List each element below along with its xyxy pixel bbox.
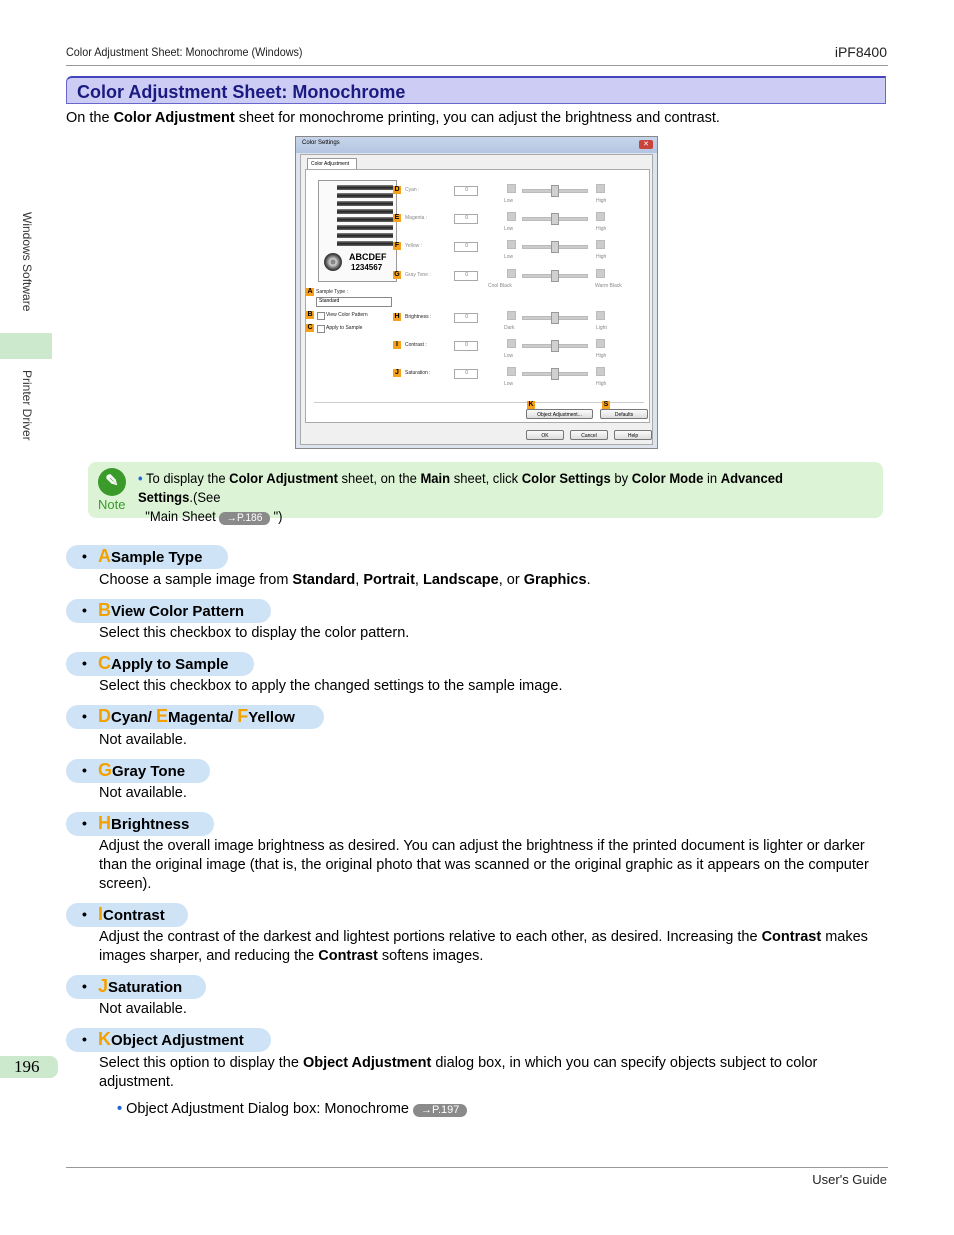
section-title: IContrast xyxy=(98,904,165,924)
callout-marker: I xyxy=(393,341,401,349)
dialog-titlebar: Color Settings ✕ xyxy=(296,137,657,153)
high-icon xyxy=(596,269,605,278)
section-heading xyxy=(66,652,254,676)
section-heading xyxy=(66,545,228,569)
cancel-button: Cancel xyxy=(570,430,608,440)
object-adjustment-button: Object Adjustment... xyxy=(526,409,593,419)
model-name: iPF8400 xyxy=(834,44,887,60)
low-label: Low xyxy=(504,254,514,260)
note-box xyxy=(88,462,883,524)
bullet-icon: • xyxy=(82,815,87,831)
high-label: Warm Black xyxy=(595,283,622,289)
high-label: High xyxy=(596,226,607,232)
low-label: Low xyxy=(504,198,514,204)
section-heading xyxy=(66,1028,271,1052)
side-tab-windows-software[interactable]: Windows Software xyxy=(20,212,34,312)
slider-thumb xyxy=(551,270,559,282)
page-number: 196 xyxy=(14,1057,40,1076)
side-tab-printer-driver[interactable]: Printer Driver xyxy=(20,370,34,441)
section-body: Select this checkbox to display the color pattern. xyxy=(99,625,410,641)
low-label: Low xyxy=(504,353,514,359)
high-label: High xyxy=(596,353,607,359)
high-label: High xyxy=(596,198,607,204)
bullet-icon: • xyxy=(82,1031,87,1047)
dialog-body xyxy=(300,154,653,445)
low-label: Dark xyxy=(504,325,515,331)
page-number-tab xyxy=(0,1056,58,1078)
callout-marker: F xyxy=(394,242,400,249)
section-body: Adjust the overall image brightness as desired. You can adjust the brightness if the printed document is lighter or darker than the original image (that is, the original photo that was scanned or the original graphic as it appears on the computer screen). xyxy=(99,838,869,892)
section-body: Select this checkbox to apply the changed settings to the sample image. xyxy=(99,678,563,694)
high-icon xyxy=(596,184,605,193)
section-body: Not available. xyxy=(99,785,187,801)
note-label: Note xyxy=(98,497,126,512)
high-label: High xyxy=(596,254,607,260)
row-label: Brightness : xyxy=(405,314,432,320)
row-value-spinner: 0 xyxy=(454,186,478,196)
low-label: Low xyxy=(504,226,514,232)
slider-thumb xyxy=(551,241,559,253)
low-icon xyxy=(507,311,516,320)
section-heading xyxy=(66,705,324,729)
high-icon xyxy=(596,311,605,320)
section-title: ASample Type xyxy=(98,546,203,566)
slider-thumb xyxy=(551,368,559,380)
callout-marker: H xyxy=(394,313,400,320)
row-label: Saturation : xyxy=(405,370,431,376)
side-tab-highlight xyxy=(0,333,52,359)
low-icon xyxy=(507,367,516,376)
bullet-icon: • xyxy=(82,548,87,564)
slider-thumb xyxy=(551,213,559,225)
section-title: BView Color Pattern xyxy=(98,600,245,620)
row-label: Yellow : xyxy=(405,243,423,249)
low-icon xyxy=(507,212,516,221)
callout-marker: E xyxy=(394,214,400,221)
section-heading xyxy=(66,812,214,836)
high-icon xyxy=(596,240,605,249)
slider-thumb xyxy=(551,340,559,352)
color-adjustment-panel: ABCDEF 1234567 A Sample Type : Standard B View Color Pattern C Apply to Sample K S Object Adjustment... Defaults D Cyan : 0 Low High E Magenta : 0 Low High F Yellow : 0 Low High G Gray Tone : 0 Cool Black Warm Black H Brightness : 0 Dark Light I Contrast : 0 Low High J Saturation : 0 Low High xyxy=(305,169,650,423)
high-icon xyxy=(596,367,605,376)
tab-color-adjustment: Color Adjustment xyxy=(307,158,357,169)
sample-preview-image: ABCDEF 1234567 xyxy=(318,180,397,282)
row-value-spinner: 0 xyxy=(454,369,478,379)
section-title: GGray Tone xyxy=(98,760,186,780)
low-icon xyxy=(507,240,516,249)
row-value-spinner: 0 xyxy=(454,214,478,224)
page-ref-link[interactable]: →P.186 xyxy=(219,512,270,525)
header-rule xyxy=(66,65,888,66)
row-value-spinner: 0 xyxy=(454,242,478,252)
help-button: Help xyxy=(614,430,652,440)
section-title: CApply to Sample xyxy=(98,653,229,673)
section-body: Choose a sample image from Standard, Portrait, Landscape, or Graphics. xyxy=(99,572,591,588)
row-label: Cyan : xyxy=(405,187,420,193)
sub-link-item: • Object Adjustment Dialog box: Monochrome →P.197 xyxy=(117,1101,467,1117)
section-title: HBrightness xyxy=(98,813,190,833)
section-body: Not available. xyxy=(99,1001,187,1017)
section-heading xyxy=(66,759,210,783)
row-label: Contrast : xyxy=(405,342,427,348)
section-body: Not available. xyxy=(99,732,187,748)
pencil-icon: ✎ xyxy=(98,468,126,496)
row-label: Magenta : xyxy=(405,215,428,221)
low-icon xyxy=(507,339,516,348)
bullet-icon: • xyxy=(82,708,87,724)
bullet-icon: • xyxy=(82,906,87,922)
slider-thumb xyxy=(551,185,559,197)
high-icon xyxy=(596,212,605,221)
section-title: JSaturation xyxy=(98,976,183,996)
ok-button: OK xyxy=(526,430,564,440)
page-title: Color Adjustment Sheet: Monochrome xyxy=(77,82,406,102)
footer-rule xyxy=(66,1167,888,1168)
section-title: KObject Adjustment xyxy=(98,1029,244,1049)
bullet-icon: • xyxy=(82,602,87,618)
section-heading xyxy=(66,975,206,999)
note-text: • To display the Color Adjustment sheet, on the Main sheet, click Color Settings by Color Mode in Advanced Settings.(See "Main Sheet →P.186 ") xyxy=(138,470,783,524)
page-title-bar xyxy=(66,76,886,104)
running-header: Color Adjustment Sheet: Monochrome (Windows) xyxy=(66,45,303,59)
callout-marker: D xyxy=(394,186,400,193)
bullet-icon: • xyxy=(82,655,87,671)
row-value-spinner: 0 xyxy=(454,271,478,281)
cd-icon xyxy=(324,253,342,271)
section-heading xyxy=(66,903,188,927)
color-settings-dialog-screenshot xyxy=(295,136,658,449)
intro-paragraph: On the Color Adjustment sheet for monochrome printing, you can adjust the brightness and contrast. xyxy=(66,110,720,126)
high-label: High xyxy=(596,381,607,387)
slider-thumb xyxy=(551,312,559,324)
defaults-button: Defaults xyxy=(600,409,648,419)
low-icon xyxy=(507,184,516,193)
page-ref-link[interactable]: →P.197 xyxy=(413,1104,467,1117)
callout-marker: J xyxy=(393,369,401,377)
low-label: Cool Black xyxy=(488,283,512,289)
bullet-icon: • xyxy=(82,978,87,994)
section-body: Adjust the contrast of the darkest and lightest portions relative to each other, as desired. Increasing the Contrast makes images sharper, and reducing the Contrast softens images. xyxy=(99,929,868,964)
low-icon xyxy=(507,269,516,278)
bullet-icon: • xyxy=(82,762,87,778)
section-heading xyxy=(66,599,271,623)
sample-type-dropdown: Standard xyxy=(316,297,392,307)
high-icon xyxy=(596,339,605,348)
row-value-spinner: 0 xyxy=(454,313,478,323)
high-label: Light xyxy=(596,325,607,331)
footer-text: User's Guide xyxy=(812,1172,887,1187)
row-label: Gray Tone : xyxy=(405,272,431,278)
close-icon: ✕ xyxy=(639,140,653,149)
section-title: DCyan/ EMagenta/ FYellow xyxy=(98,706,295,726)
callout-marker: G xyxy=(394,271,400,278)
row-value-spinner: 0 xyxy=(454,341,478,351)
section-body: Select this option to display the Object Adjustment dialog box, in which you can specify objects subject to color adjustment. xyxy=(99,1055,818,1090)
low-label: Low xyxy=(504,381,514,387)
